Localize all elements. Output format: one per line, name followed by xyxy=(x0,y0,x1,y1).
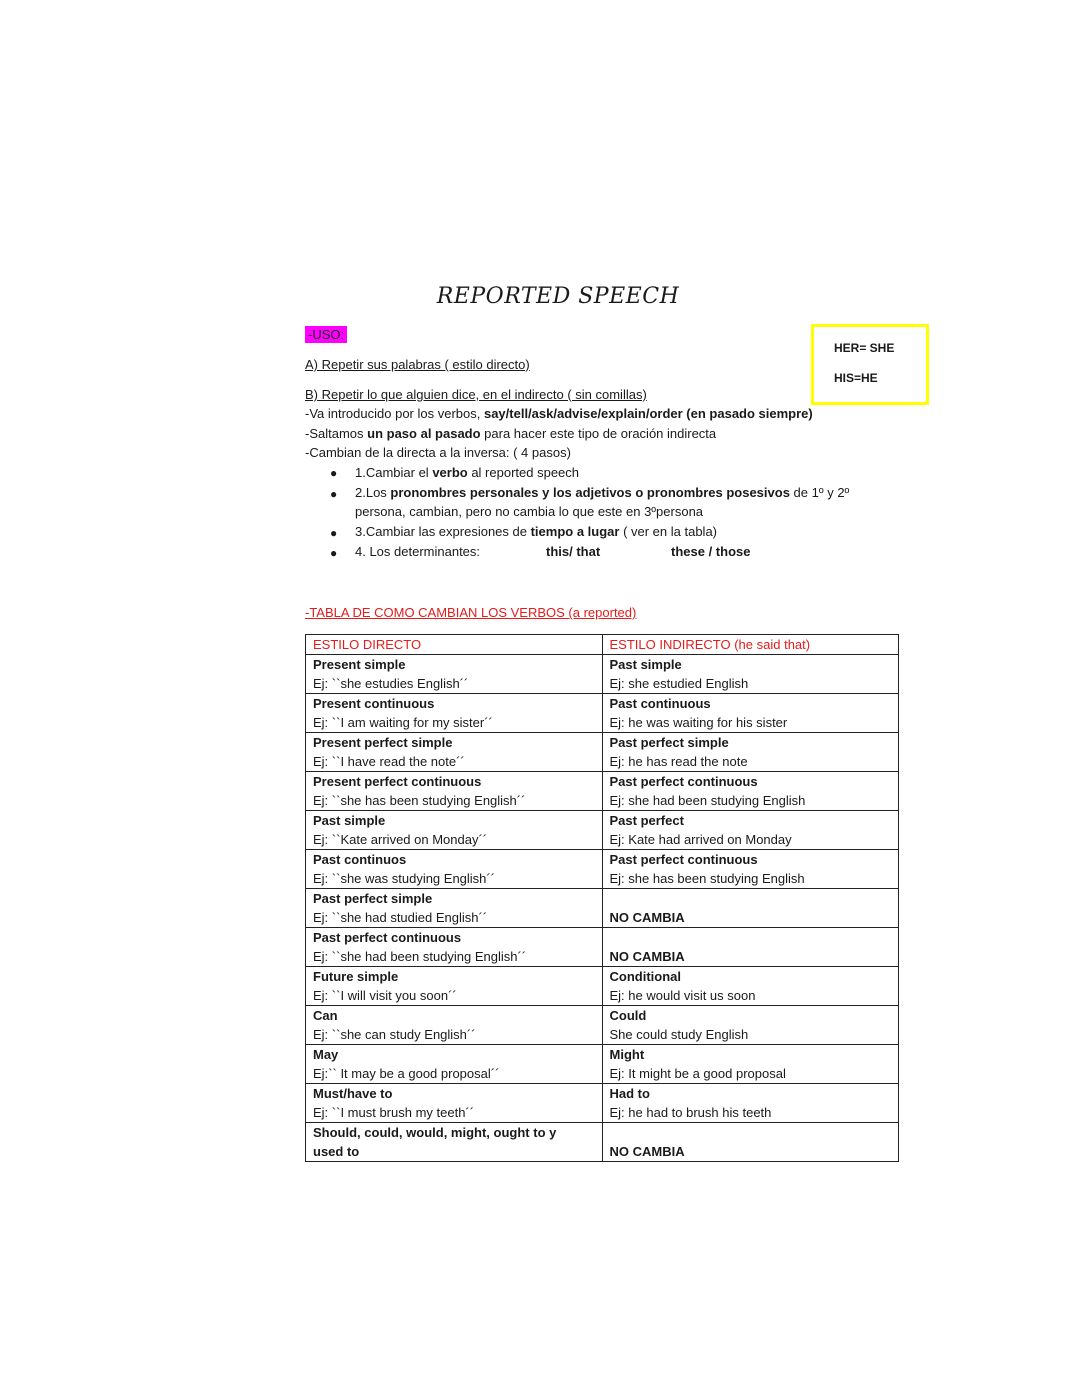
determiner-singular: this/ that xyxy=(546,544,601,559)
step-4: 4. Los determinantes: xyxy=(355,544,481,559)
table-row xyxy=(306,655,899,694)
table-row xyxy=(306,811,899,850)
note-line-1: HER= SHE xyxy=(834,341,895,355)
step-2: 2.Los pronombres personales y los adjetivos o pronombres posesivos de 1º y 2º xyxy=(355,485,850,500)
header-indirect: ESTILO INDIRECTO (he said that) xyxy=(602,635,899,655)
note-line-2: HIS=HE xyxy=(834,371,878,385)
table-row xyxy=(306,1006,899,1045)
verb-table xyxy=(305,634,899,1162)
indirect-cell: NO CAMBIA xyxy=(602,928,899,967)
indirect-cell: NO CAMBIA xyxy=(602,889,899,928)
table-row xyxy=(306,928,899,967)
table-row xyxy=(306,967,899,1006)
table-row xyxy=(306,733,899,772)
indirect-cell: Past perfect continuous Ej: she had been studying English xyxy=(602,772,899,811)
direct-cell: Should, could, would, might, ought to y used to xyxy=(306,1123,603,1162)
bullet-icon: ● xyxy=(330,466,338,480)
direct-cell: Can Ej: ``she can study English´´ xyxy=(306,1006,603,1045)
indirect-cell: Past perfect continuous Ej: she has been studying English xyxy=(602,850,899,889)
indirect-cell: Had to Ej: he had to brush his teeth xyxy=(602,1084,899,1123)
step-1: 1.Cambiar el verbo al reported speech xyxy=(355,465,580,480)
option-b: B) Repetir lo que alguien dice, en el indirecto ( sin comillas) xyxy=(305,387,647,402)
option-a: A) Repetir sus palabras ( estilo directo) xyxy=(305,357,530,372)
uso-label: -USO: xyxy=(305,326,347,343)
bullet-icon: ● xyxy=(330,546,338,560)
indirect-cell: Past simple Ej: she estudied English xyxy=(602,655,899,694)
direct-cell: Past perfect simple Ej: ``she had studied English´´ xyxy=(306,889,603,928)
table-row xyxy=(306,772,899,811)
table-row xyxy=(306,889,899,928)
step-2-cont: persona, cambian, pero no cambia lo que este en 3ºpersona xyxy=(355,504,704,519)
indirect-cell: Might Ej: It might be a good proposal xyxy=(602,1045,899,1084)
direct-cell: Past continuos Ej: ``she was studying English´´ xyxy=(306,850,603,889)
direct-cell: Past simple Ej: ``Kate arrived on Monday´´ xyxy=(306,811,603,850)
table-row xyxy=(306,1084,899,1123)
bullet-icon: ● xyxy=(330,487,338,501)
direct-cell: May Ej:`` It may be a good proposal´´ xyxy=(306,1045,603,1084)
indirect-cell: NO CAMBIA xyxy=(602,1123,899,1162)
table-caption: -TABLA DE COMO CAMBIAN LOS VERBOS (a reported) xyxy=(305,605,637,620)
direct-cell: Present continuous Ej: ``I am waiting for my sister´´ xyxy=(306,694,603,733)
intro-line-2: -Saltamos un paso al pasado para hacer este tipo de oración indirecta xyxy=(305,426,717,441)
indirect-cell: Could She could study English xyxy=(602,1006,899,1045)
bullet-icon: ● xyxy=(330,526,338,540)
direct-cell: Present simple Ej: ``she estudies English´´ xyxy=(306,655,603,694)
table-row xyxy=(306,1045,899,1084)
step-3: 3.Cambiar las expresiones de tiempo a lugar ( ver en la tabla) xyxy=(355,524,717,539)
intro-line-3: -Cambian de la directa a la inversa: ( 4 pasos) xyxy=(305,445,571,460)
direct-cell: Present perfect continuous Ej: ``she has been studying English´´ xyxy=(306,772,603,811)
indirect-cell: Conditional Ej: he would visit us soon xyxy=(602,967,899,1006)
intro-line-1: -Va introducido por los verbos, say/tell/ask/advise/explain/order (en pasado siempre) xyxy=(305,406,813,421)
determiner-plural: these / those xyxy=(671,544,751,559)
pronoun-note-box xyxy=(811,324,929,405)
page-title: REPORTED SPEECH xyxy=(436,284,680,309)
indirect-cell: Past continuous Ej: he was waiting for his sister xyxy=(602,694,899,733)
header-direct: ESTILO DIRECTO xyxy=(306,635,603,655)
table-row xyxy=(306,694,899,733)
indirect-cell: Past perfect Ej: Kate had arrived on Monday xyxy=(602,811,899,850)
table-header-row xyxy=(306,635,899,655)
direct-cell: Past perfect continuous Ej: ``she had been studying English´´ xyxy=(306,928,603,967)
table-row xyxy=(306,1123,899,1162)
table-row xyxy=(306,850,899,889)
indirect-cell: Past perfect simple Ej: he has read the note xyxy=(602,733,899,772)
direct-cell: Must/have to Ej: ``I must brush my teeth´´ xyxy=(306,1084,603,1123)
direct-cell: Present perfect simple Ej: ``I have read the note´´ xyxy=(306,733,603,772)
direct-cell: Future simple Ej: ``I will visit you soon´´ xyxy=(306,967,603,1006)
